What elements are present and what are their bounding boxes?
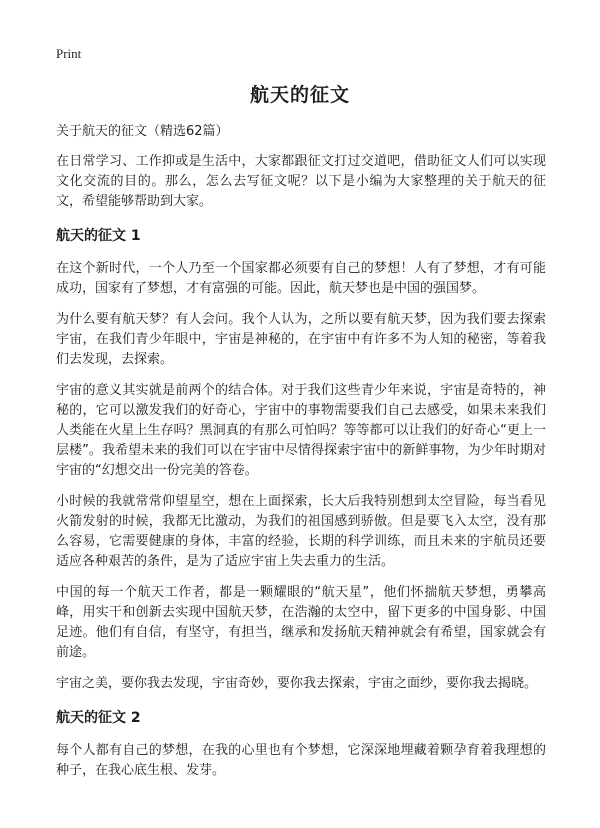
paragraph: 宇宙之美，要你我去发现，宇宙奇妙，要你我去探索，宇宙之面纱，要你我去揭晓。 bbox=[56, 676, 538, 691]
section-heading: 航天的征文 2 bbox=[56, 710, 141, 726]
paragraph: 宇宙的意义其实就是前两个的结合体。对于我们这些青少年来说，宇宙是奇特的，神秘的，它可以激发我们的好奇心，宇宙中的事物需要我们自己去感受，如果未来我们人类能在火星上生存吗？黑洞真的有那么可怕吗？等等都可以让我们的好奇心“更上一层楼”。我希望未来的我们可以在宇宙中尽情得探索宇宙中的新鲜事物，为少年时期对宇宙的“幻想交出一份完美的答卷。 bbox=[56, 383, 546, 478]
article-subtitle: 关于航天的征文（精选62篇） bbox=[56, 124, 229, 139]
print-link[interactable]: Print bbox=[56, 46, 82, 61]
article-content bbox=[56, 122, 546, 792]
paragraph: 在这个新时代，一个人乃至一个国家都必须要有自己的梦想！人有了梦想，才有可能成功，国家有了梦想，才有富强的可能。因此，航天梦也是中国的强国梦。 bbox=[56, 261, 546, 296]
paragraph: 中国的每一个航天工作者，都是一颗耀眼的“航天星”，他们怀揣航天梦想，勇攀高峰，用实干和创新去实现中国航天梦，在浩瀚的太空中，留下更多的中国身影、中国足迹。他们有自信，有坚守，有担当，继承和发扬航天精神就会有希望，国家就会有前途。 bbox=[56, 585, 546, 660]
section-heading: 航天的征文 1 bbox=[56, 228, 141, 244]
paragraph: 小时候的我就常常仰望星空，想在上面探索，长大后我特别想到太空冒险，每当看见火箭发射的时候，我都无比激动，为我们的祖国感到骄傲。但是要飞入太空，没有那么容易，它需要健康的身体，丰富的经验，长期的科学训练，而且未来的宇航员还要适应各种艰苦的条件，是为了适应宇宙上失去重力的生活。 bbox=[56, 494, 546, 569]
paragraph: 每个人都有自己的梦想，在我的心里也有个梦想，它深深地埋藏着颗孕育着我理想的种子，在我心底生根、发芽。 bbox=[56, 743, 546, 778]
page-title: 航天的征文 bbox=[249, 84, 350, 106]
intro-paragraph: 在日常学习、工作抑或是生活中，大家都跟征文打过交道吧，借助征文人们可以实现文化交流的目的。那么，怎么去写征文呢？以下是小编为大家整理的关于航天的征文，希望能够帮助到大家。 bbox=[56, 154, 546, 209]
paragraph: 为什么要有航天梦？有人会问。我个人认为，之所以要有航天梦，因为我们要去探索宇宙，在我们青少年眼中，宇宙是神秘的，在宇宙中有许多不为人知的秘密，等着我们去发现，去探索。 bbox=[56, 312, 546, 367]
